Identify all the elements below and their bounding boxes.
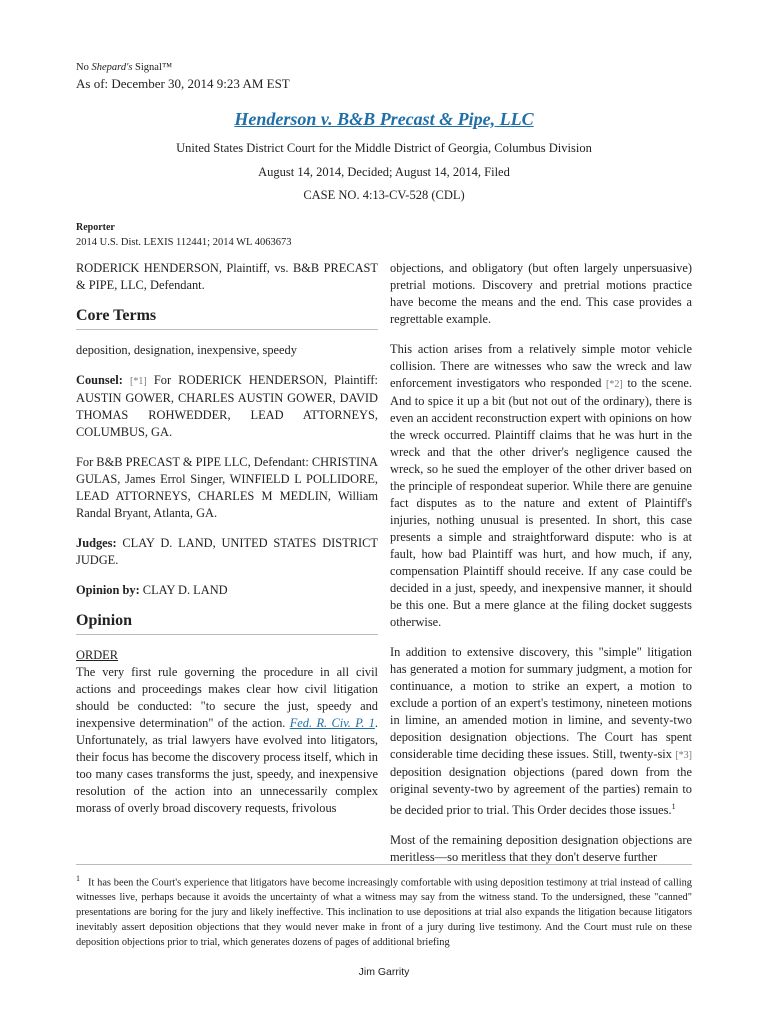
reporter-label: Reporter — [76, 222, 115, 233]
counsel-label: Counsel: — [76, 373, 123, 387]
case-number: CASE NO. 4:13-CV-528 (CDL) — [303, 188, 465, 202]
order-label: ORDER — [76, 648, 118, 662]
court-name: United States District Court for the Middle District of Georgia, Columbus Division — [176, 141, 592, 155]
page-marker: [*3] — [675, 750, 692, 761]
opinion-by: Opinion by: CLAY D. LAND — [76, 583, 228, 597]
order-paragraph: The very first rule governing the procedure in all civil actions and proceedings makes clear how civil litigation should be conducted: "to secure the just, speedy and inexpensive determination" of the action. Fed. R. Civ. P. 1. Unfortunately, as trial lawyers have evolved into litigators, their focus has become the discovery process itself, which in too many cases transforms the just, speedy, and inexpensive resolution of the action into an unnecessarily complex morass of overly broad discovery requests, frivolous — [76, 665, 378, 815]
right-column — [390, 260, 692, 879]
opinion-heading: Opinion — [76, 612, 378, 635]
case-title-link[interactable]: Henderson v. B&B Precast & Pipe, LLC — [234, 109, 534, 129]
counsel-defense: For B&B PRECAST & PIPE LLC, Defendant: CHRISTINA GULAS, James Errol Singer, WINFIELD L POLLIDORE, LEAD ATTORNEYS, CHARLES M MEDLIN, William Randal Bryant, Atlanta, GA. — [76, 455, 378, 520]
page-footer: Jim Garrity — [358, 966, 410, 978]
judges-label: Judges: — [76, 536, 117, 550]
footnote — [76, 872, 692, 950]
reporter-value: 2014 U.S. Dist. LEXIS 112441; 2014 WL 4063673 — [76, 237, 292, 248]
footnote-text: It has been the Court's experience that litigators have become increasingly comfortable with using deposition testimony at trial instead of calling witnesses live, perhaps because it avoids the uncertainty of what a witness may say from the witness stand. To the undersigned, these "canned" presentations are boring for the jury and likely ineffective. This inclination to use depositions at trial also expands the litigation because litigators inevitably assert deposition objections that they would never make in front of a jury during live testimony. And the Court must rule on these deposition objections prior to trial, which generates dozens of pages of additional briefing — [76, 877, 692, 948]
footnote-divider — [76, 864, 692, 865]
judges: Judges: CLAY D. LAND, UNITED STATES DISTRICT JUDGE. — [76, 536, 378, 567]
shepards-signal: No Shepard's Signal™ — [76, 62, 173, 73]
footnote-mark: 1 — [76, 874, 80, 883]
paragraph-2: This action arises from a relatively simple motor vehicle collision. There are witnesses who saw the wreck and law enforcement investigators who responded [*2] to the scene. And to spice it up a bit (but not out of the ordinary), there is even an accident reconstruction expert with opinions on how the wreck occurred. Plaintiff claims that he was hurt in the wreck and that the other driver's negligence caused the wreck, so he sued the employer of the other driver based on the principle of respondeat superior. While there are genuine fact disputes as to the nature and extent of Plaintiff's injuries, nothing unusual is presented. In short, this case presents a simple and straightforward dispute: who is at fault, how bad Plaintiff was hurt, and how much, if any, compensation Plaintiff should receive. If any case could be decided in a just, speedy, and inexpensive manner, it should be this one. But a mere glance at the filing docket suggests otherwise. — [390, 342, 693, 629]
footnote-reference[interactable]: 1 — [671, 802, 676, 811]
page-marker: [*1] — [130, 376, 147, 387]
case-dates: August 14, 2014, Decided; August 14, 2014, Filed — [258, 165, 510, 179]
rule-citation-link[interactable]: Fed. R. Civ. P. 1 — [289, 716, 375, 730]
left-column — [76, 260, 378, 830]
core-terms: deposition, designation, inexpensive, speedy — [76, 343, 297, 357]
counsel-plaintiff: Counsel: [*1] For RODERICK HENDERSON, Plaintiff: AUSTIN GOWER, CHARLES AUSTIN GOWER, DAVID THOMAS ROHWEDDER, LEAD ATTORNEYS, COLUMBUS, GA. — [76, 373, 378, 439]
page-marker: [*2] — [606, 379, 623, 390]
paragraph-4: Most of the remaining deposition designation objections are meritless—so meritless that they don't deserve further — [390, 833, 692, 865]
parties: RODERICK HENDERSON, Plaintiff, vs. B&B PRECAST & PIPE, LLC, Defendant. — [76, 261, 378, 292]
document-header — [76, 61, 290, 92]
core-terms-heading: Core Terms — [76, 307, 378, 330]
paragraph-1: objections, and obligatory (but often largely unpersuasive) pretrial motions. Discovery and pretrial motions practice have become the means and the end. This case provides a regrettable example. — [390, 261, 692, 326]
opinion-by-label: Opinion by: — [76, 583, 140, 597]
as-of-date: As of: December 30, 2014 9:23 AM EST — [76, 76, 290, 91]
paragraph-3: In addition to extensive discovery, this "simple" litigation has generated a motion for summary judgment, a motion for continuance, a motion to strike an expert, a motion to exclude a portion of an expert's testimony, nineteen motions in limine, an amended motion in limine, and seventy-two deposition designation objections. The Court has spent considerable time deciding these issues. Still, twenty-six [*3] deposition designation objections (pared down from the original seventy-two by agreement of the parties) remain to be decided prior to trial. This Order decides those issues.$^1$ — [390, 645, 692, 818]
